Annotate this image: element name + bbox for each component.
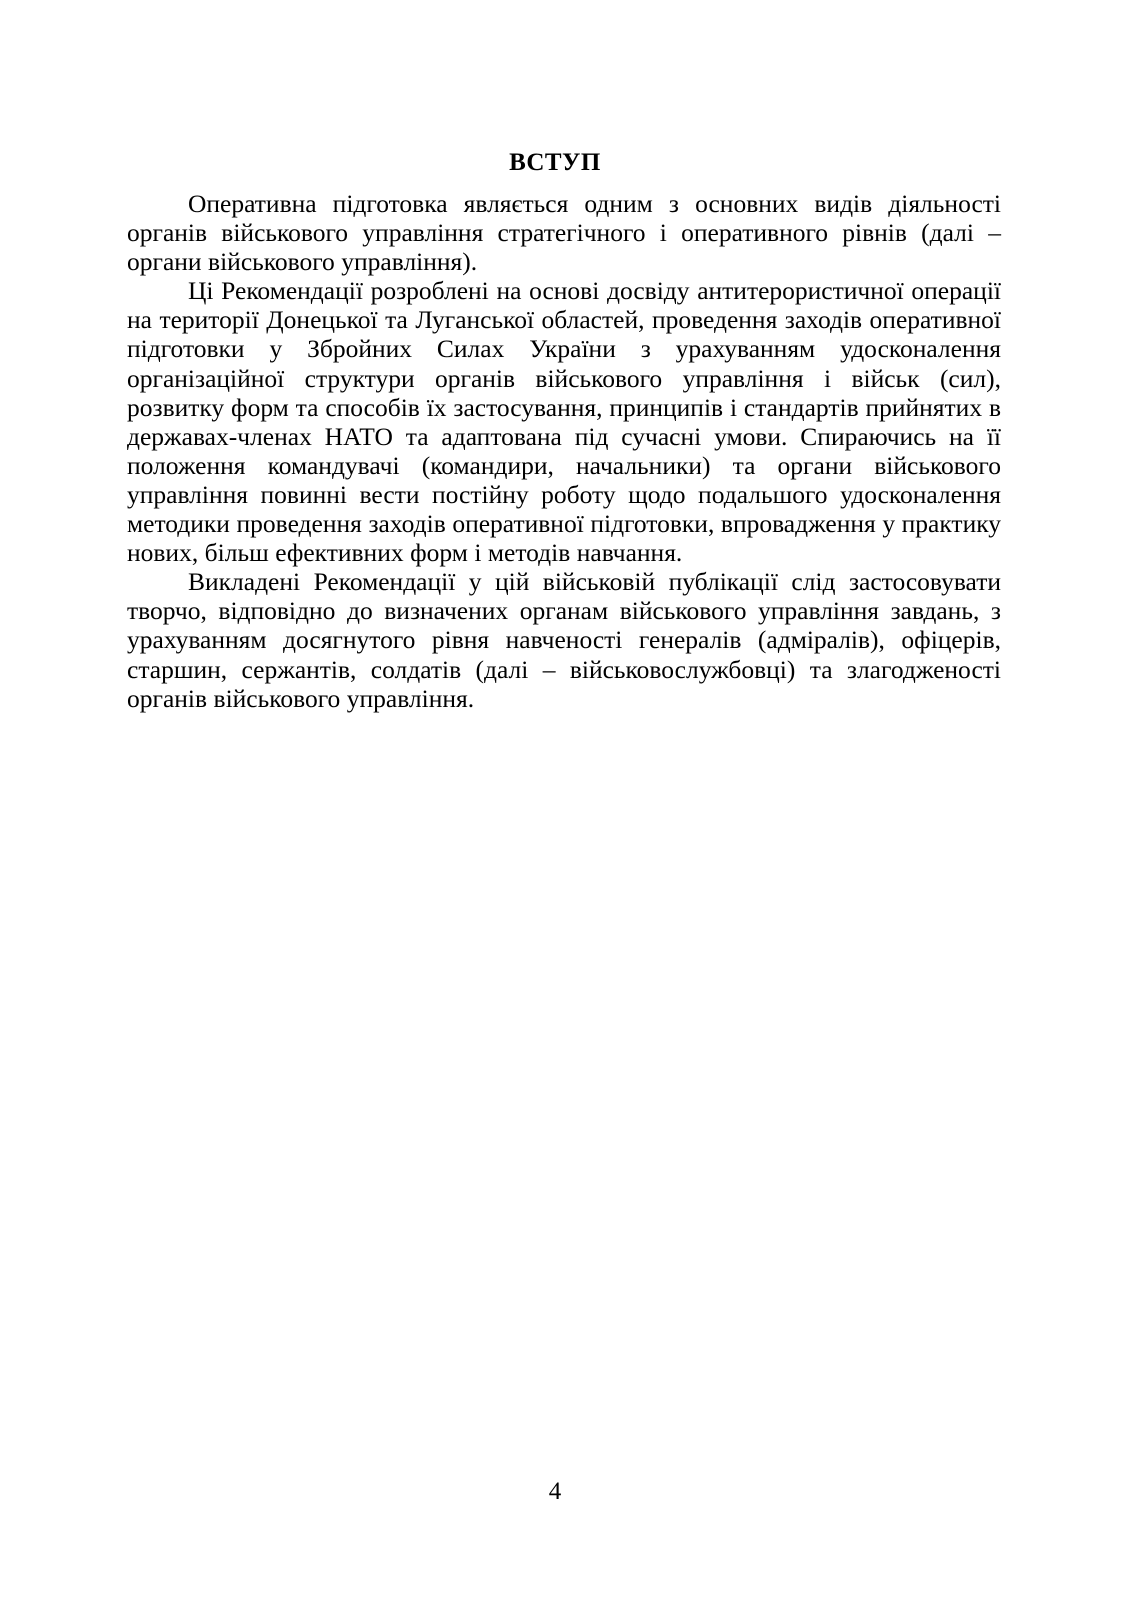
- body-text-block: [127, 189, 1001, 713]
- paragraph-2: Ці Рекомендації розроблені на основі досвіду антитерористичної операції на території Донецької та Луганської областей, проведення заходів оперативної підготовки у Збройних Силах України з урахуванням удосконалення організаційної структури органів військового управління і військ (сил), розвитку форм та способів їх застосування, принципів і стандартів прийнятих в державах-членах НАТО та адаптована під сучасні умови. Спираючись на її положення командувачі (командири, начальники) та органи військового управління повинні вести постійну роботу щодо подальшого удосконалення методики проведення заходів оперативної підготовки, впровадження у практику нових, більш ефективних форм і методів навчання.: [127, 276, 1001, 568]
- paragraph-1: Оперативна підготовка являється одним з основних видів діяльності органів військового управління стратегічного і оперативного рівнів (далі – органи військового управління).: [127, 189, 1001, 277]
- page-number: 4: [548, 1478, 562, 1505]
- page-title: ВСТУП: [509, 148, 601, 176]
- paragraph-3: Викладені Рекомендації у цій військовій публікації слід застосовувати творчо, відповідно до визначених органам військового управління завдань, з урахуванням досягнутого рівня навченості генералів (адміралів), офіцерів, старшин, сержантів, солдатів (далі – військовослужбовці) та злагодженості органів військового управління.: [127, 567, 1001, 713]
